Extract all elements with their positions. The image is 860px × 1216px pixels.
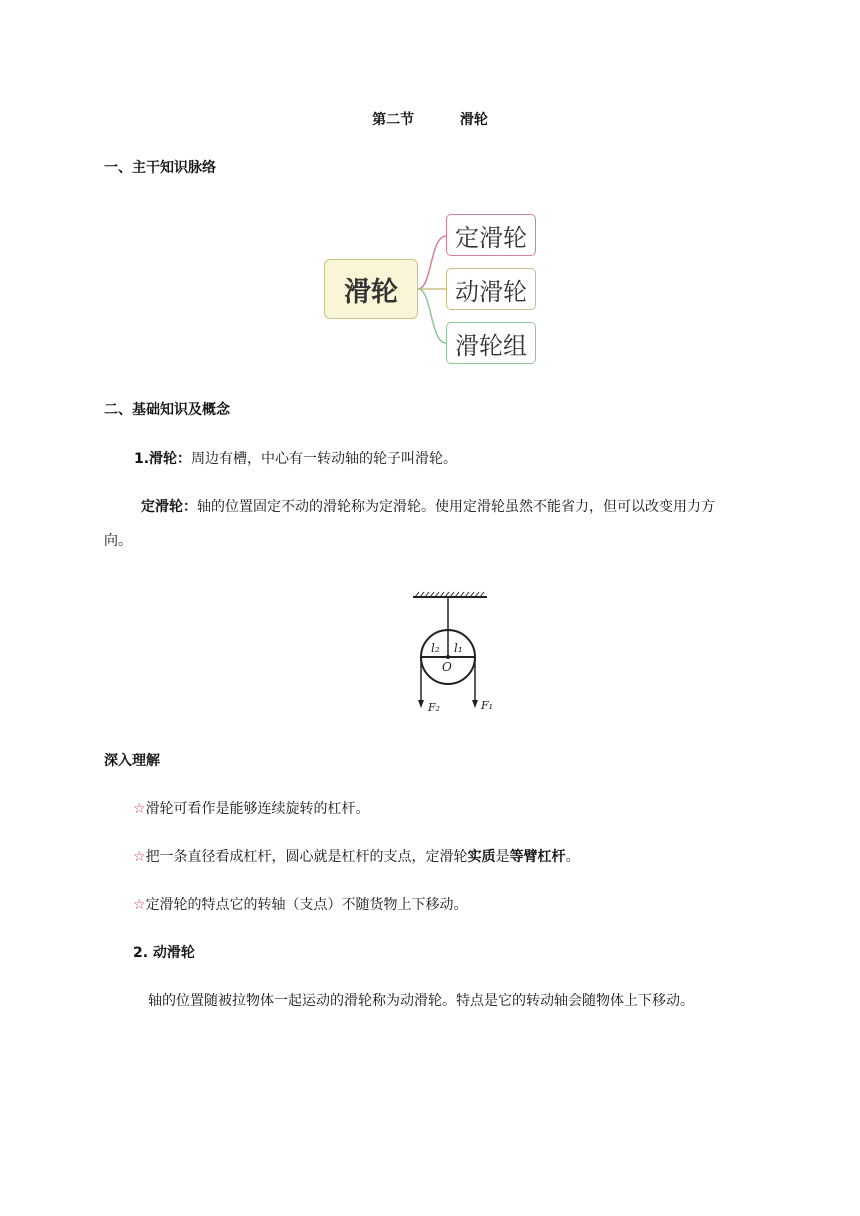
- star-icon: ☆: [133, 897, 146, 913]
- insight-point-2-period: 。: [565, 849, 580, 865]
- mind-map-connectors: [0, 0, 860, 400]
- mind-map-root-node: 滑轮: [324, 259, 418, 319]
- definition-fixed-pulley: [141, 497, 715, 517]
- insight-point-2-text: 把一条直径看成杠杆，圆心就是杠杆的支点，定滑轮: [145, 849, 468, 865]
- definition-fixed-pulley-continuation: 向。: [104, 533, 132, 549]
- mind-map-branch-fixed-pulley: 定滑轮: [446, 214, 536, 256]
- label-l1: l₁: [454, 641, 463, 655]
- insight-point-1-text: 滑轮可看作是能够连续旋转的杠杆。: [145, 801, 370, 817]
- star-icon: ☆: [133, 801, 146, 817]
- definition-pulley-label: 1.滑轮：: [134, 451, 192, 467]
- section-heading-knowledge-map: 一、主干知识脉络: [104, 160, 216, 176]
- insight-point-1: [133, 799, 370, 819]
- mind-map-branch-pulley-block: 滑轮组: [446, 322, 536, 364]
- insight-point-2-equal-arm-lever: 等臂杠杆: [509, 849, 566, 865]
- label-f1: F₁: [481, 699, 494, 712]
- insight-point-2-is: 是: [495, 849, 510, 865]
- insight-point-2: [133, 847, 580, 867]
- definition-fixed-pulley-text: 轴的位置固定不动的滑轮称为定滑轮。使用定滑轮虽然不能省力，但可以改变用力方: [197, 499, 715, 515]
- star-icon: ☆: [133, 849, 146, 865]
- label-l2: l₂: [431, 641, 440, 655]
- mind-map-branch-movable-pulley: 动滑轮: [446, 268, 536, 310]
- insight-point-2-essence: 实质: [467, 849, 496, 865]
- label-o: O: [442, 660, 452, 674]
- title-topic: 滑轮: [459, 112, 488, 128]
- definition-fixed-pulley-label: 定滑轮：: [141, 499, 197, 515]
- definition-pulley: [134, 449, 457, 469]
- section-heading-basic-concepts: 二、基础知识及概念: [104, 402, 230, 418]
- section-heading-movable-pulley: 2. 动滑轮: [133, 945, 195, 961]
- insight-point-3: [133, 895, 468, 915]
- section-heading-deep-understanding: 深入理解: [104, 753, 160, 769]
- insight-point-3-text: 定滑轮的特点它的转轴（支点）不随货物上下移动。: [145, 897, 468, 913]
- definition-movable-pulley: 轴的位置随被拉物体一起运动的滑轮称为动滑轮。特点是它的转动轴会随物体上下移动。: [148, 993, 694, 1009]
- fixed-pulley-figure: [405, 590, 500, 715]
- label-f2: F₂: [428, 701, 441, 714]
- definition-pulley-text: 周边有槽，中心有一转动轴的轮子叫滑轮。: [191, 451, 458, 467]
- title-section-number: 第二节: [372, 112, 415, 128]
